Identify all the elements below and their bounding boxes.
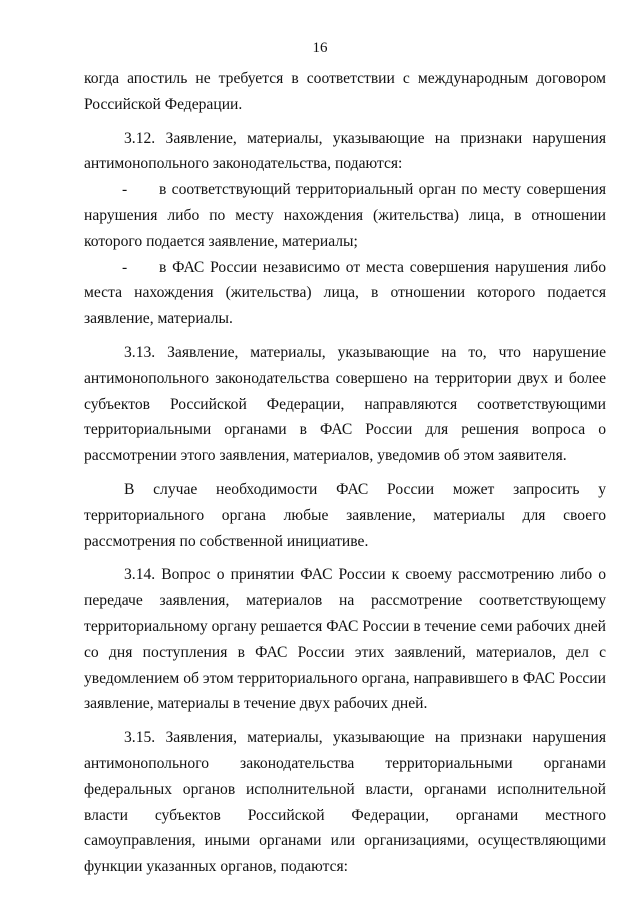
paragraph-3-14: 3.14. Вопрос о принятии ФАС России к своему рассмотрению либо о передаче заявления, материалов на рассмотрение соответствующему территориальному органу решается ФАС России в течение семи рабочих дней со дня поступления в ФАС России этих заявлений, материалов, дел с уведомлением об этом территориального органа, направившего в ФАС России заявление, материалы в течение двух рабочих дней. (84, 566, 606, 713)
list-item (84, 255, 606, 332)
document-body (84, 66, 606, 880)
page-number: 16 (312, 40, 328, 56)
paragraph-3-15: 3.15. Заявления, материалы, указывающие на признаки нарушения антимонопольного законодательства территориальными органами федеральных органов исполнительной власти, органами исполнительной власти субъектов Российской Федерации, органами местного самоуправления, иными органами или организациями, осуществляющими функции указанных органов, подаются: (84, 729, 606, 876)
paragraph-3-12: 3.12. Заявление, материалы, указывающие на признаки нарушения антимонопольного законодательства, подаются: (84, 129, 606, 173)
bullet-dash: - (122, 258, 128, 276)
paragraph-3-13: 3.13. Заявление, материалы, указывающие на то, что нарушение антимонопольного законодательства совершено на территории двух и более субъектов Российской Федерации, направляются соответствующими территориальными органами в ФАС России для решения вопроса о рассмотрении этого заявления, материалов, уведомив об этом заявителя. (84, 343, 606, 465)
list-item-text: в ФАС России независимо от места совершения нарушения либо места нахождения (жительства) лица, в отношении которого подается заявление, материалы. (84, 258, 606, 328)
paragraph-request: В случае необходимости ФАС России может запросить у территориального органа любые заявление, материалы для своего рассмотрения по собственной инициативе. (84, 480, 606, 550)
bullet-dash: - (122, 181, 128, 199)
paragraph-continuation: когда апостиль не требуется в соответствии с международным договором Российской Федерации. (84, 70, 606, 113)
list-item-text: в соответствующий территориальный орган по месту совершения нарушения либо по месту нахождения (жительства) лица, в отношении которого подается заявление, материалы; (84, 181, 606, 250)
list-item (84, 177, 606, 254)
